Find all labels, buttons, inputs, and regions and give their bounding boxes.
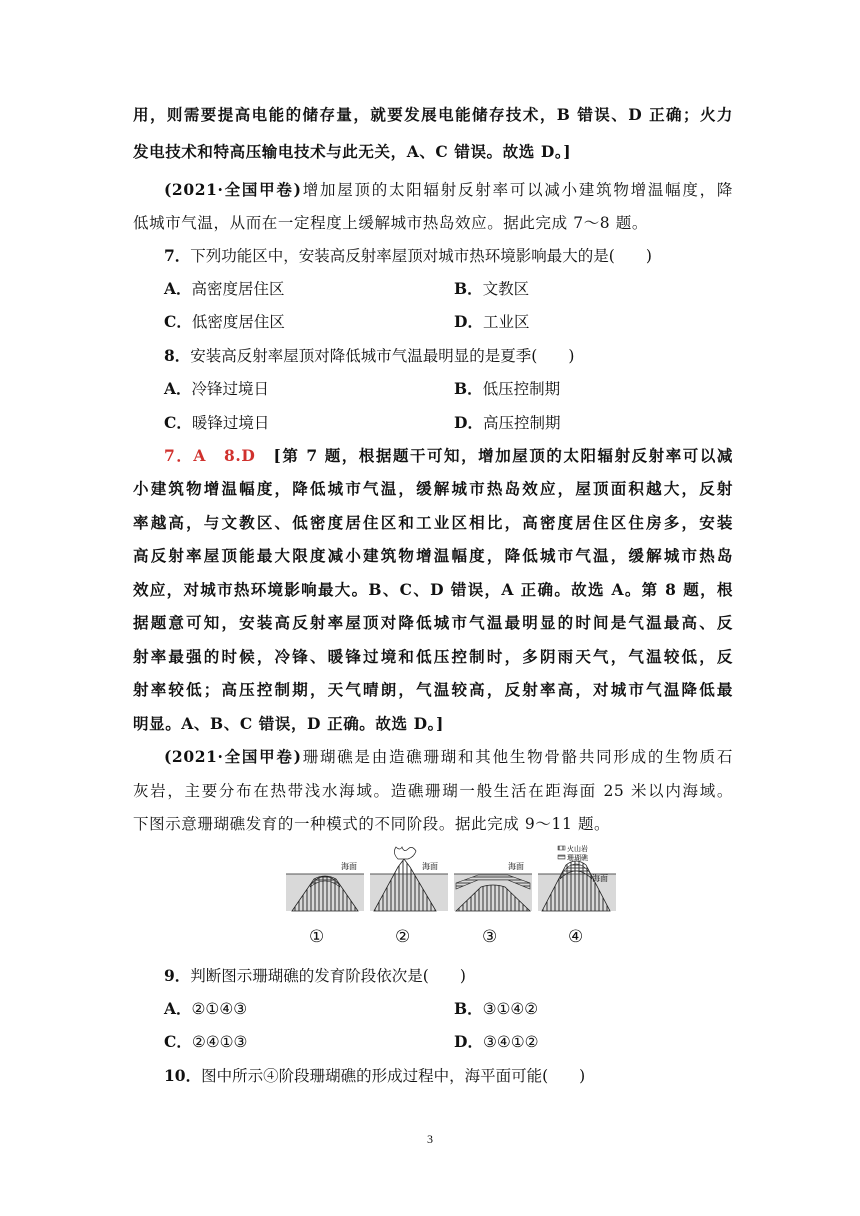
q7-option-b: B．文教区 [454,279,530,298]
block1-line-2: 低城市气温，从而在一定程度上缓解城市热岛效应。据此完成 7～8 题。 [133,214,648,232]
q9-option-a: A．②①④③ [164,999,248,1018]
q8-option-c: C．暖锋过境日 [164,413,270,432]
sea-label-4: 海面 [592,874,608,883]
legend-coral-label: 珊瑚礁 [567,855,588,862]
stage-2-label: ② [395,927,411,947]
answer78-line-4: 高反射率屋顶能最大限度减小建筑物增温幅度，降低城市气温，缓解城市热岛 [133,546,733,565]
q7-option-d: D．工业区 [454,312,530,331]
stage-4-label: ④ [568,927,584,947]
answer78-line-8: 射率较低；高压控制期，天气晴朗，气温较高，反射率高，对城市气温降低最 [133,680,733,699]
coral-reef-stages-diagram [286,843,616,915]
intro-line-2: 发电技术和特高压输电技术与此无关，A、C 错误。故选 D。] [133,142,572,161]
answer78-line-2: 小建筑物增温幅度，降低城市气温，缓解城市热岛效应，屋顶面积越大，反射 [133,479,733,498]
answer78-line-6: 据题意可知，安装高反射率屋顶对降低城市气温最明显的时间是气温最高、反 [133,613,733,632]
answer78-line-5: 效应，对城市热环境影响最大。B、C、D 错误，A 正确。故选 A。第 8 题，根 [133,580,733,599]
block1-text: 增加屋顶的太阳辐射反射率可以减小建筑物增温幅度，降 [301,181,733,199]
answer78-line-3: 率越高，与文教区、低密度居住区和工业区相比，高密度居住区住房多，安装 [133,513,733,532]
answer78-keys: 7．A 8.D [164,446,256,465]
sea-label-1: 海面 [341,862,357,871]
answer78-line-9: 明显。A、B、C 错误，D 正确。故选 D。] [133,714,444,733]
legend-volcanic-label: 火山岩 [567,846,588,853]
block2-source: (2021·全国甲卷) [164,747,302,766]
page-number: 3 [427,1132,433,1146]
stage-4-panel [538,844,616,911]
q9-option-b: B．③①④② [454,999,539,1018]
stage-1-panel [286,861,364,911]
answer78-line-7: 射率最强的时候，冷锋、暖锋过境和低压控制时，多阴雨天气，气温较低，反 [133,647,733,666]
stage-1-label: ① [309,927,325,947]
q8-stem: 8．安装高反射率屋顶对降低城市气温最明显的是夏季( ) [164,346,575,365]
block1-line-1 [164,178,733,200]
q8-option-d: D．高压控制期 [454,413,561,432]
intro-line-1: 用，则需要提高电能的储存量，就要发展电能储存技术，B 错误、D 正确；火力 [133,105,733,124]
sea-label-2: 海面 [422,862,438,871]
block2-line-3: 下图示意珊瑚礁发育的一种模式的不同阶段。据此完成 9～11 题。 [133,815,611,833]
block2-line-1: (2021·全国甲卷)珊瑚礁是由造礁珊瑚和其他生物骨骼共同形成的生物质石 [164,747,733,766]
q8-option-a: A．冷锋过境日 [164,379,270,398]
legend-coral-swatch [558,855,565,859]
q7-stem: 7．下列功能区中，安装高反射率屋顶对城市热环境影响最大的是( ) [164,246,652,265]
stage-2-panel [370,847,448,911]
q7-option-c: C．低密度居住区 [164,312,285,331]
answer78-line-1: 7．A 8.D [第 7 题，根据题干可知，增加屋顶的太阳辐射反射率可以减 [164,446,733,465]
block1-source: (2021·全国甲卷) [164,180,302,199]
legend-volcanic-swatch [558,846,565,850]
q10-stem: 10．图中所示④阶段珊瑚礁的形成过程中，海平面可能( ) [164,1066,586,1085]
q9-option-d: D．③④①② [454,1032,539,1051]
q7-option-a: A．高密度居住区 [164,279,285,298]
q9-stem: 9．判断图示珊瑚礁的发育阶段依次是( ) [164,966,466,985]
sea-label-3: 海面 [508,862,524,871]
q9-option-c: C．②④①③ [164,1032,248,1051]
stage-3-label: ③ [482,927,498,947]
block2-line-2: 灰岩，主要分布在热带浅水海域。造礁珊瑚一般生活在距海面 25 米以内海域。 [133,782,733,800]
stage-3-panel [454,861,532,911]
q8-option-b: B．低压控制期 [454,379,561,398]
